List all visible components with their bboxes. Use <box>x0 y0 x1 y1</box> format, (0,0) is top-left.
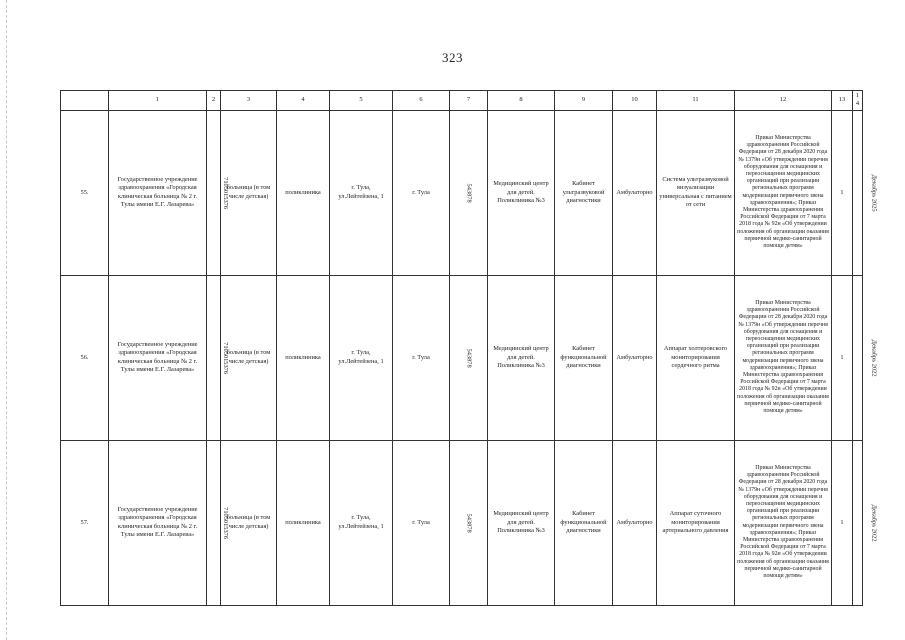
division-cell: поликлиника <box>277 440 330 605</box>
row-number-cell: 55. <box>61 110 109 275</box>
header-cell: 6 <box>393 91 450 111</box>
header-cell: 2 <box>207 91 221 111</box>
address-cell: г. Тула, ул.Лейтейзена, 1 <box>330 110 393 275</box>
unit-cell: Медицинский центр для детей. Поликлиника №3 <box>488 275 555 440</box>
legal-basis-cell: Приказ Министерства здравоохранения Российской Федерации от 28 декабря 2020 года № 1379н «Об утверждении перечня оборудования для оснащения и переоснащения медицинских организаций при реализации региональных программ модернизации первичного звена здравоохранения»; Приказ Министерства здравоохранения Российской Федерации от 7 марта 2018 года № 92н «Об утверждении положения об организации оказания первичной медико-санитарной помощи детям» <box>735 440 832 605</box>
header-cell: 3 <box>221 91 277 111</box>
equipment-cell: Аппарат холтеровского мониторирования сердечного ритма <box>657 275 735 440</box>
header-row <box>61 91 863 111</box>
date-cell <box>853 110 878 275</box>
legal-basis-cell: Приказ Министерства здравоохранения Российской Федерации от 28 декабря 2020 года № 1379н «Об утверждении перечня оборудования для оснащения и переоснащения медицинских организаций при реализации региональных программ модернизации первичного звена здравоохранения»; Приказ Министерства здравоохранения Российской Федерации от 7 марта 2018 года № 92н «Об утверждении положения об организации оказания первичной медико-санитарной помощи детям» <box>735 110 832 275</box>
scan-edge-marks <box>6 0 11 640</box>
inn-cell <box>207 440 230 605</box>
city-cell: г. Тула <box>393 275 450 440</box>
code-cell-text: 543878 <box>465 513 473 533</box>
header-cell: 10 <box>613 91 657 111</box>
city-cell: г. Тула <box>393 110 450 275</box>
date-cell-text: Декабрь 2025 <box>870 174 878 212</box>
equipment-table <box>60 90 878 606</box>
inn-cell-text: 7105015376 <box>222 506 230 539</box>
code-cell <box>450 110 488 275</box>
organization-cell: Государственное учреждение здравоохранения «Городская клиническая больница № 2 г. Тулы имени Е.Г. Лазарева» <box>109 110 207 275</box>
facility-type-cell: больница (в том числе детская) <box>221 440 277 605</box>
header-cell: 11 <box>657 91 735 111</box>
quantity-cell: 1 <box>832 440 853 605</box>
inn-cell-text: 7105015376 <box>222 176 230 209</box>
room-cell: Кабинет функциональной диагностики <box>555 440 613 605</box>
row-number-cell: 57. <box>61 440 109 605</box>
inn-cell <box>207 110 230 275</box>
unit-cell: Медицинский центр для детей. Поликлиника №3 <box>488 110 555 275</box>
room-cell: Кабинет функциональной диагностики <box>555 275 613 440</box>
equipment-cell: Система ультразвуковой визуализации универсальная с питанием от сети <box>657 110 735 275</box>
row-number-cell: 56. <box>61 275 109 440</box>
header-cell: 12 <box>735 91 832 111</box>
room-cell: Кабинет ультразвуковой диагностики <box>555 110 613 275</box>
header-cell: 14 <box>853 91 863 111</box>
unit-cell: Медицинский центр для детей. Поликлиника №3 <box>488 440 555 605</box>
header-cell: 5 <box>330 91 393 111</box>
equipment-cell: Аппарат суточного мониторирования артериального давления <box>657 440 735 605</box>
date-cell-text: Декабрь 2022 <box>870 504 878 542</box>
header-cell: 13 <box>832 91 853 111</box>
code-cell-text: 543878 <box>465 348 473 368</box>
code-cell-text: 543878 <box>465 183 473 203</box>
care-type-cell: Амбулаторно <box>613 275 657 440</box>
page-number: 323 <box>442 50 463 65</box>
facility-type-cell: больница (в том числе детская) <box>221 110 277 275</box>
inn-cell <box>207 275 230 440</box>
address-cell: г. Тула, ул.Лейтейзена, 1 <box>330 440 393 605</box>
quantity-cell: 1 <box>832 275 853 440</box>
date-cell <box>853 440 878 605</box>
care-type-cell: Амбулаторно <box>613 440 657 605</box>
header-cell: 8 <box>488 91 555 111</box>
division-cell: поликлиника <box>277 275 330 440</box>
city-cell: г. Тула <box>393 440 450 605</box>
header-cell: 7 <box>450 91 488 111</box>
quantity-cell: 1 <box>832 110 853 275</box>
header-cell-blank <box>61 91 109 111</box>
care-type-cell: Амбулаторно <box>613 110 657 275</box>
code-cell <box>450 275 488 440</box>
date-cell <box>853 275 878 440</box>
code-cell <box>450 440 488 605</box>
table-row <box>61 110 863 275</box>
header-cell: 1 <box>109 91 207 111</box>
header-cell: 4 <box>277 91 330 111</box>
organization-cell: Государственное учреждение здравоохранения «Городская клиническая больница № 2 г. Тулы имени Е.Г. Лазарева» <box>109 275 207 440</box>
table-row <box>61 440 863 605</box>
date-cell-text: Декабрь 2022 <box>870 339 878 377</box>
legal-basis-cell: Приказ Министерства здравоохранения Российской Федерации от 28 декабря 2020 года № 1379н «Об утверждении перечня оборудования для оснащения и переоснащения медицинских организаций при реализации региональных программ модернизации первичного звена здравоохранения»; Приказ Министерства здравоохранения Российской Федерации от 7 марта 2018 года № 92н «Об утверждении положения об организации оказания первичной медико-санитарной помощи детям» <box>735 275 832 440</box>
facility-type-cell: больница (в том числе детская) <box>221 275 277 440</box>
header-cell: 9 <box>555 91 613 111</box>
inn-cell-text: 7105015376 <box>222 341 230 374</box>
organization-cell: Государственное учреждение здравоохранения «Городская клиническая больница № 2 г. Тулы имени Е.Г. Лазарева» <box>109 440 207 605</box>
address-cell: г. Тула, ул.Лейтейзена, 1 <box>330 275 393 440</box>
table-row <box>61 275 863 440</box>
division-cell: поликлиника <box>277 110 330 275</box>
